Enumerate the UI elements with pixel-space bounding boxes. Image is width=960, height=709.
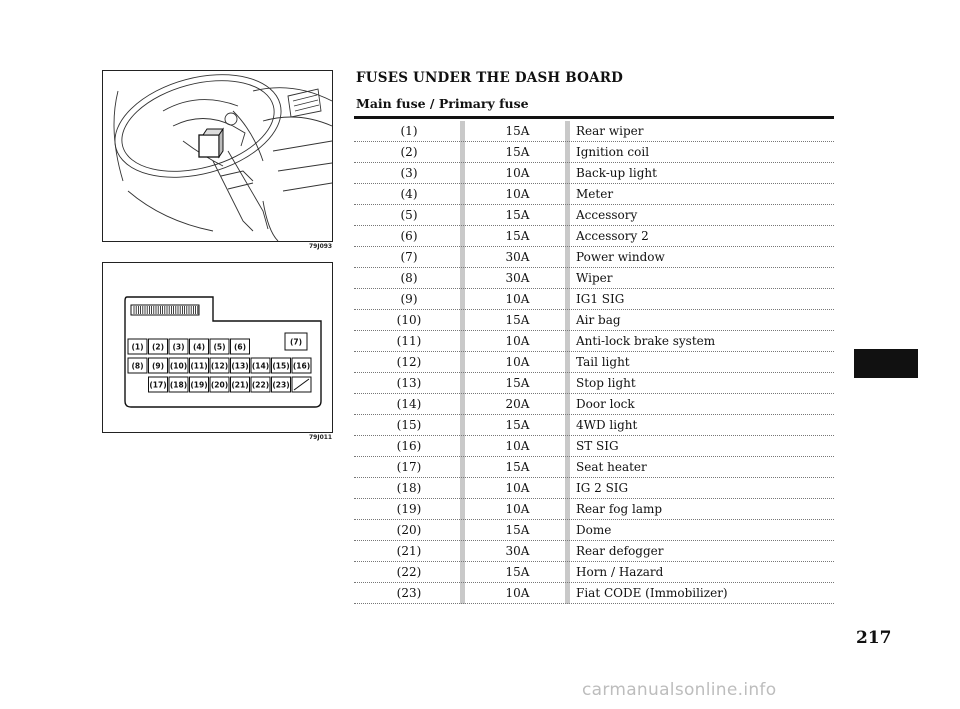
fuse-slot-label: (5): [213, 342, 226, 352]
table-row: [354, 331, 834, 352]
fuse-slot-label: (7): [289, 337, 303, 347]
fuse-slot-label: (14): [251, 361, 270, 371]
fuse-number: (20): [396, 523, 422, 537]
figure-code: 79J011: [309, 434, 333, 441]
fuse-slot-label: (4): [192, 342, 206, 352]
table-row: [354, 394, 834, 415]
fuse-rating: 10A: [505, 439, 530, 453]
fuse-description: Rear defogger: [576, 544, 664, 558]
fuse-description: Seat heater: [576, 460, 647, 474]
fuse-description: ST SIG: [576, 439, 619, 453]
table-row: [354, 226, 834, 247]
fuse-description: Rear fog lamp: [576, 502, 663, 516]
dashboard-drawing: [103, 71, 332, 241]
table-row: [354, 562, 834, 583]
fuse-rating: 10A: [505, 292, 530, 306]
table-row: [354, 289, 834, 310]
fuse-rating: 10A: [505, 502, 530, 516]
fuse-description: IG 2 SIG: [576, 481, 629, 495]
fuse-slot-label: (11): [190, 361, 208, 371]
fuse-description: Accessory: [576, 208, 638, 222]
fuse-rating: 10A: [505, 187, 530, 201]
fuse-description: 4WD light: [576, 418, 638, 432]
table-row: [354, 541, 834, 562]
fuse-slot-label: (10): [169, 361, 188, 371]
fuse-number: (15): [396, 418, 422, 432]
fuse-slot-label: (15): [272, 361, 290, 371]
fuse-rating: 15A: [505, 523, 530, 537]
fuse-description: Meter: [576, 187, 614, 201]
fuse-description: Horn / Hazard: [576, 565, 664, 579]
fuse-description: Door lock: [576, 397, 635, 411]
fuse-slot-label: (6): [233, 342, 247, 352]
fuse-number: (2): [400, 145, 418, 159]
fuse-slot-label: (1): [131, 342, 144, 352]
fuse-number: (8): [400, 271, 418, 285]
fuse-description: Tail light: [576, 355, 630, 369]
fuse-number: (5): [400, 208, 418, 222]
table-top-rule: [354, 116, 834, 119]
fuse-rating: 30A: [505, 544, 530, 558]
fuse-description: Stop light: [576, 376, 636, 390]
section-title: FUSES UNDER THE DASH BOARD: [356, 70, 624, 86]
fuse-number: (19): [396, 502, 422, 516]
fuse-number: (11): [396, 334, 422, 348]
fuse-rating: 15A: [505, 145, 530, 159]
page-number: 217: [856, 628, 892, 648]
fusebox-drawing: [103, 263, 332, 432]
fuse-description: Wiper: [576, 271, 613, 285]
table-row: [354, 247, 834, 268]
fuse-number: (1): [400, 124, 418, 138]
fuse-description: Back-up light: [576, 166, 657, 180]
fuse-number: (9): [400, 292, 418, 306]
table-row: [354, 457, 834, 478]
fuse-rating: 10A: [505, 334, 530, 348]
fuse-description: Accessory 2: [576, 229, 649, 243]
fuse-rating: 20A: [505, 397, 530, 411]
table-row: [354, 478, 834, 499]
fuse-slot-label: (21): [231, 380, 249, 390]
fuse-description: Anti-lock brake system: [576, 334, 716, 348]
table-row: [354, 499, 834, 520]
fuse-number: (3): [400, 166, 418, 180]
fuse-rating: 15A: [505, 229, 530, 243]
fuse-rating: 15A: [505, 313, 530, 327]
fusebox-figure: [102, 262, 333, 433]
fuse-number: (16): [396, 439, 422, 453]
fuse-number: (6): [400, 229, 418, 243]
fuse-rating: 15A: [505, 565, 530, 579]
fuse-rating: 10A: [505, 481, 530, 495]
fuse-slot-label: (16): [292, 361, 311, 371]
fuse-number: (23): [396, 586, 422, 600]
fuse-number: (22): [396, 565, 422, 579]
fuse-slot-label: (2): [151, 342, 165, 352]
fuse-rating: 15A: [505, 208, 530, 222]
fuse-rating: 30A: [505, 250, 530, 264]
table-row: [354, 121, 834, 142]
fuse-number: (7): [400, 250, 418, 264]
table-row: [354, 142, 834, 163]
fuse-number: (12): [396, 355, 422, 369]
fuse-slot-label: (17): [149, 380, 167, 390]
fuse-number: (21): [396, 544, 422, 558]
fuse-rating: 30A: [505, 271, 530, 285]
figure-code: 79J093: [309, 243, 333, 250]
table-row: [354, 436, 834, 457]
fuse-slot-label: (13): [231, 361, 249, 371]
fuse-box-marker: [199, 129, 223, 157]
fuse-number: (17): [396, 460, 422, 474]
table-row: [354, 205, 834, 226]
fuse-slot-label: (20): [210, 380, 229, 390]
table-row: [354, 373, 834, 394]
fuse-description: Rear wiper: [576, 124, 644, 138]
section-tab: [854, 349, 918, 378]
fuse-number: (18): [396, 481, 422, 495]
fuse-description: Ignition coil: [576, 145, 650, 159]
fuse-number: (4): [400, 187, 418, 201]
fuse-description: Fiat CODE (Immobilizer): [576, 586, 728, 600]
fuse-slot-label: (9): [151, 361, 165, 371]
fuse-description: Dome: [576, 523, 612, 537]
table-row: [354, 415, 834, 436]
fuse-rating: 10A: [505, 586, 530, 600]
fuse-number: (14): [396, 397, 422, 411]
dashboard-figure: [102, 70, 333, 242]
fuse-slot-label: (23): [272, 380, 290, 390]
fuse-slot-label: (3): [172, 342, 185, 352]
fuse-rating: 15A: [505, 376, 530, 390]
fuse-number: (10): [396, 313, 422, 327]
fuse-rating: 15A: [505, 460, 530, 474]
fuse-number: (13): [396, 376, 422, 390]
fuse-description: IG1 SIG: [576, 292, 625, 306]
table-row: [354, 184, 834, 205]
table-row: [354, 268, 834, 289]
connector-strip: [131, 305, 199, 315]
table-row: [354, 583, 834, 604]
fuse-rating: 10A: [505, 166, 530, 180]
fuse-slot-label: (12): [210, 361, 229, 371]
fuse-rating: 15A: [505, 418, 530, 432]
fuse-description: Air bag: [576, 313, 621, 327]
fuse-rating: 10A: [505, 355, 530, 369]
fuse-slot-label: (22): [251, 380, 270, 390]
fuse-table: [354, 121, 834, 604]
table-row: [354, 163, 834, 184]
fuse-slot-label: (18): [169, 380, 188, 390]
watermark: carmanualsonline.info: [582, 680, 777, 700]
fuse-rating: 15A: [505, 124, 530, 138]
fuse-slot-label: (19): [190, 380, 208, 390]
fuse-slot-label: (8): [131, 361, 144, 371]
table-row: [354, 352, 834, 373]
table-row: [354, 520, 834, 541]
section-subtitle: Main fuse / Primary fuse: [356, 96, 529, 111]
table-row: [354, 310, 834, 331]
fuse-description: Power window: [576, 250, 665, 264]
